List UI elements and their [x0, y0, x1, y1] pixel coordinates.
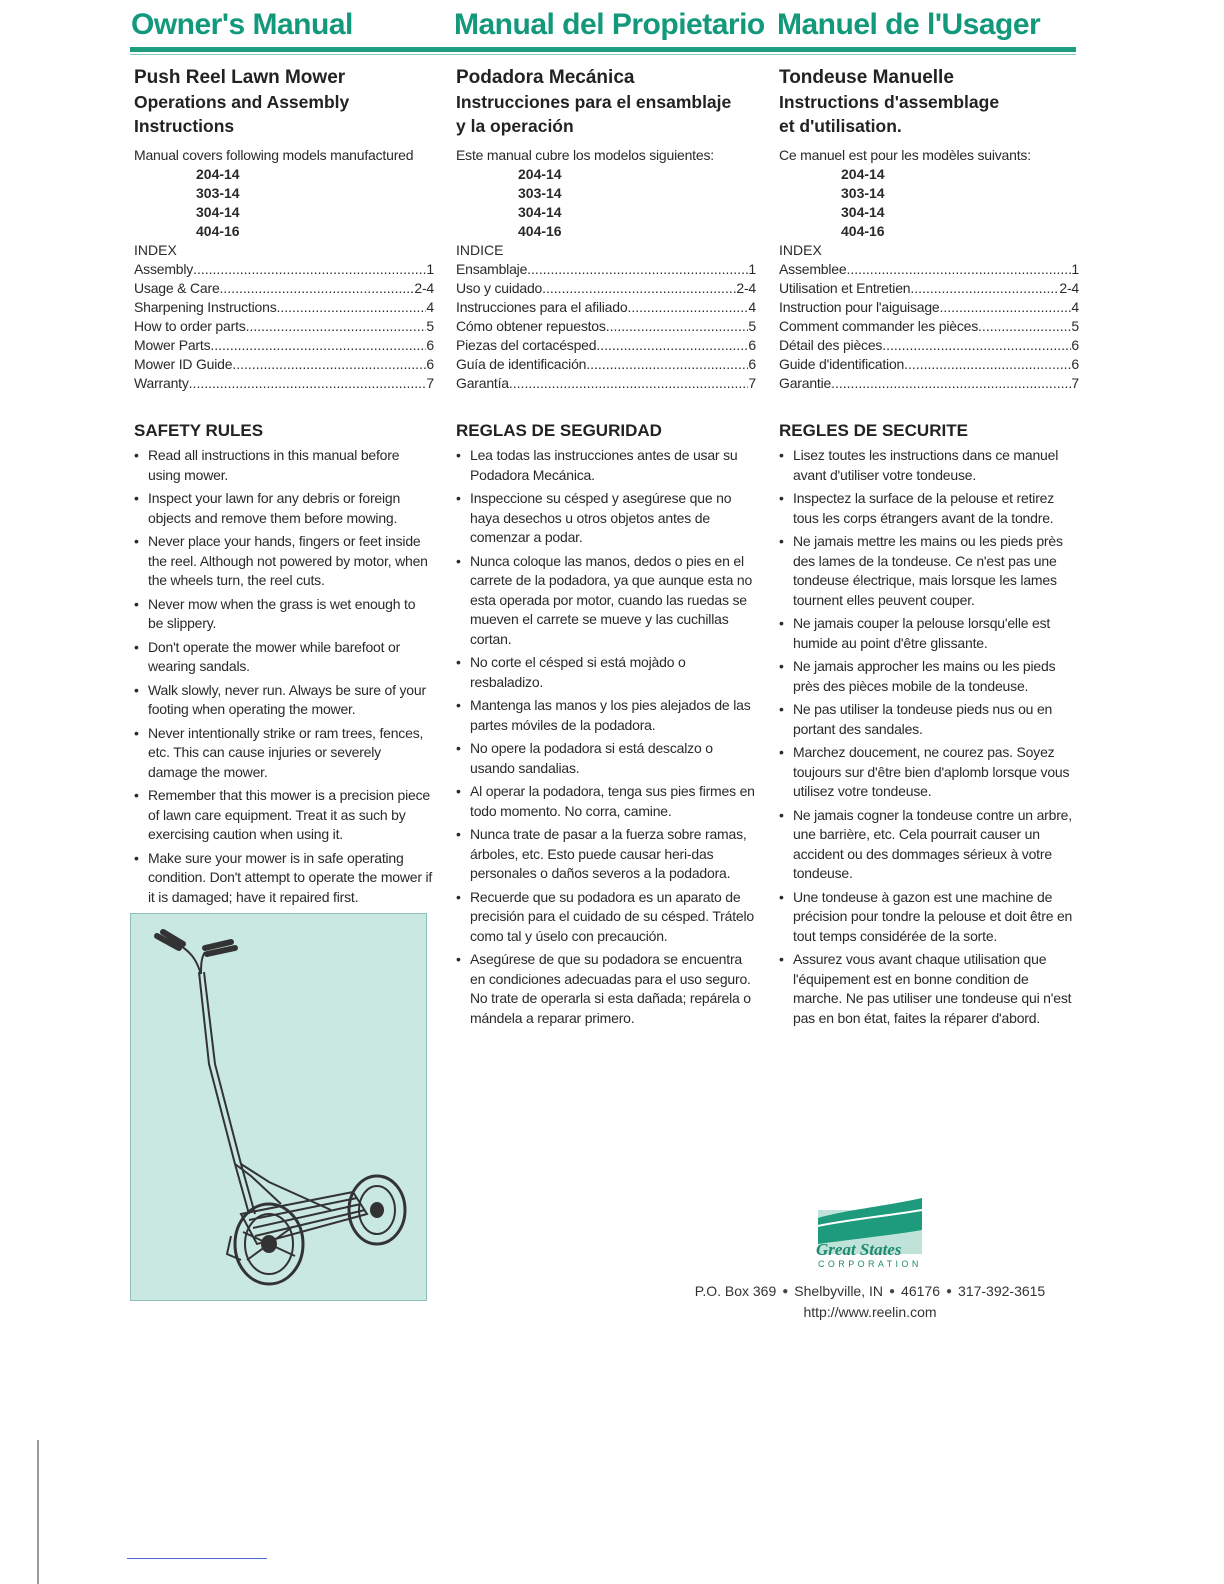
toc-page: 5	[1071, 318, 1079, 334]
safety-rules-list	[456, 446, 756, 1028]
toc-label: Guide d'identification	[779, 356, 905, 372]
scan-mark	[127, 1558, 267, 1559]
toc-leader-dots	[910, 279, 1059, 298]
model-list	[134, 165, 434, 241]
model-list	[456, 165, 756, 241]
toc-entry	[134, 336, 434, 355]
safety-rule: • Marchez doucement, ne courez pas. Soyez toujours sur d'être bien d'aplomb lorsque vous utilisez votre tondeuse.	[779, 743, 1079, 802]
model-number: 304-14	[196, 204, 240, 220]
safety-rule: • Never mow when the grass is wet enough to be slippery.	[134, 595, 434, 634]
bullet-separator: ●	[889, 1286, 896, 1297]
safety-rule: • Nunca coloque las manos, dedos o pies en el carrete de la podadora, ya que aunque esta no esta operada por motor, cuando las ruedas se mueven el carrete se mueve y las cuchillas cortan.	[456, 552, 756, 650]
toc-entry	[779, 374, 1079, 393]
logo-corporation: CORPORATION	[818, 1259, 922, 1269]
toc-label: Sharpening Instructions	[134, 299, 277, 315]
toc-leader-dots	[542, 279, 736, 298]
model-number: 304-14	[841, 204, 885, 220]
safety-rules-list	[779, 446, 1079, 1028]
company-address	[600, 1283, 1140, 1299]
model-number: 204-14	[518, 166, 562, 182]
manual-title	[456, 66, 756, 138]
title-line-2: Operations and Assembly	[134, 92, 350, 112]
header-rule-thin	[130, 54, 1076, 55]
safety-rules-list	[134, 446, 434, 907]
safety-heading: REGLAS DE SEGURIDAD	[456, 421, 662, 440]
toc-label: Piezas del cortacésped	[456, 337, 597, 353]
toc-page: 7	[426, 375, 434, 391]
toc-entry	[779, 298, 1079, 317]
toc-entry	[134, 317, 434, 336]
manual-title	[779, 66, 1079, 138]
title-line-3: y la operación	[456, 116, 574, 136]
toc-entry	[456, 298, 756, 317]
safety-rule: • Inspeccione su césped y asegúrese que no haya desechos u otros objetos antes de comenzar a podar.	[456, 489, 756, 548]
title-line-3: et d'utilisation.	[779, 116, 902, 136]
toc-label: Instrucciones para el afiliado	[456, 299, 628, 315]
header-title-spanish: Manual del Propietario	[454, 8, 765, 41]
safety-heading: REGLES DE SECURITE	[779, 421, 968, 440]
toc-label: Mower Parts	[134, 337, 211, 353]
toc-entry	[779, 279, 1079, 298]
safety-rule: • Une tondeuse à gazon est une machine de précision pour tondre la pelouse et doit être en tout temps considérée de la sorte.	[779, 888, 1079, 947]
safety-rule: • Never intentionally strike or ram trees, fences, etc. This can cause injuries or severely damage the mower.	[134, 724, 434, 783]
column-english	[134, 66, 434, 911]
toc-label: Guía de identificación	[456, 356, 587, 372]
model-list	[779, 165, 1079, 241]
toc-label: Warranty	[134, 375, 189, 391]
toc-entry	[779, 355, 1079, 374]
model-number: 404-16	[196, 223, 240, 239]
safety-rule: • No corte el césped si está mojàdo o resbaladizo.	[456, 653, 756, 692]
toc-label: Cómo obtener repuestos	[456, 318, 606, 334]
toc-leader-dots	[831, 374, 1071, 393]
toc-leader-dots	[193, 260, 426, 279]
toc-leader-dots	[904, 355, 1071, 374]
toc-leader-dots	[940, 298, 1072, 317]
models-cover-text: Ce manuel est pour les modèles suivants:	[779, 147, 1031, 163]
safety-rule: • Lea todas las instrucciones antes de usar su Podadora Mecánica.	[456, 446, 756, 485]
toc-page: 6	[748, 356, 756, 372]
toc-label: Assemblee	[779, 261, 847, 277]
models-cover-text: Manual covers following models manufactured	[134, 147, 414, 163]
models-cover-text: Este manual cubre los modelos siguientes:	[456, 147, 714, 163]
bullet-separator: ●	[945, 1286, 953, 1297]
scan-edge	[37, 1440, 39, 1584]
toc-leader-dots	[220, 279, 415, 298]
website-url: http://www.reelin.com	[803, 1304, 937, 1320]
toc-page: 5	[748, 318, 756, 334]
toc-page: 5	[426, 318, 434, 334]
lawn-mower-illustration	[130, 913, 427, 1301]
safety-rule: • Ne jamais cogner la tondeuse contre un arbre, une barrière, etc. Cela pourrait causer un accident ou des dommages sérieux à votre tondeuse.	[779, 806, 1079, 884]
toc-entry	[134, 298, 434, 317]
index-heading: INDEX	[779, 242, 822, 258]
toc-leader-dots	[882, 336, 1071, 355]
city: Shelbyville, IN	[794, 1283, 883, 1299]
toc-entry	[456, 355, 756, 374]
safety-rule: • Read all instructions in this manual before using mower.	[134, 446, 434, 485]
toc-entry	[134, 279, 434, 298]
table-of-contents	[456, 260, 756, 393]
toc-page: 6	[1071, 337, 1079, 353]
model-number: 404-16	[841, 223, 885, 239]
toc-label: Détail des pièces	[779, 337, 883, 353]
toc-page: 6	[1071, 356, 1079, 372]
safety-rule: • No opere la podadora si está descalzo o usando sandalias.	[456, 739, 756, 778]
safety-rule: • Recuerde que su podadora es un aparato de precisión para el cuidado de su césped. Trátelo como tal y úselo con precaución.	[456, 888, 756, 947]
toc-entry	[456, 279, 756, 298]
toc-entry	[134, 374, 434, 393]
toc-label: Utilisation et Entretien	[779, 280, 911, 296]
po-box: P.O. Box 369	[694, 1283, 777, 1299]
toc-label: Instruction pour l'aiguisage	[779, 299, 940, 315]
toc-entry	[456, 374, 756, 393]
logo-name: Great States	[816, 1240, 902, 1259]
toc-leader-dots	[596, 336, 748, 355]
column-spanish	[456, 66, 756, 1032]
title-line-3: Instructions	[134, 116, 235, 136]
header-title-french: Manuel de l'Usager	[777, 8, 1041, 41]
title-line-2: Instrucciones para el ensamblaje	[456, 92, 732, 112]
toc-leader-dots	[277, 298, 427, 317]
toc-entry	[134, 260, 434, 279]
safety-rule: • Mantenga las manos y los pies alejados de las partes móviles de la podadora.	[456, 696, 756, 735]
toc-page: 2-4	[736, 280, 756, 296]
safety-heading: SAFETY RULES	[134, 421, 264, 440]
header-title-english: Owner's Manual	[131, 8, 353, 41]
toc-label: Assembly	[134, 261, 194, 277]
toc-entry	[456, 260, 756, 279]
safety-rule: • Make sure your mower is in safe operating condition. Don't attempt to operate the mower if it is damaged; have it repaired first.	[134, 849, 434, 908]
toc-entry	[134, 355, 434, 374]
model-number: 204-14	[196, 166, 240, 182]
toc-page: 7	[1071, 375, 1079, 391]
toc-leader-dots	[978, 317, 1071, 336]
model-number: 303-14	[518, 185, 562, 201]
safety-rule: • Lisez toutes les instructions dans ce manuel avant d'utiliser votre tondeuse.	[779, 446, 1079, 485]
model-number: 303-14	[841, 185, 885, 201]
safety-rule: • Inspect your lawn for any debris or foreign objects and remove them before mowing.	[134, 489, 434, 528]
title-line-2: Instructions d'assemblage	[779, 92, 1000, 112]
toc-entry	[456, 336, 756, 355]
model-number: 204-14	[841, 166, 885, 182]
safety-rule: • Ne pas utiliser la tondeuse pieds nus ou en portant des sandales.	[779, 700, 1079, 739]
toc-page: 6	[748, 337, 756, 353]
toc-page: 4	[748, 299, 756, 315]
toc-leader-dots	[527, 260, 748, 279]
bullet-separator: ●	[782, 1286, 789, 1297]
toc-leader-dots	[627, 298, 748, 317]
safety-rule: • Inspectez la surface de la pelouse et retirez tous les corps étrangers avant de la tondre.	[779, 489, 1079, 528]
toc-entry	[779, 260, 1079, 279]
column-french	[779, 66, 1079, 1032]
table-of-contents	[779, 260, 1079, 393]
safety-rule: • Ne jamais mettre les mains ou les pieds près des lames de la tondeuse. Ce n'est pas une tondeuse électrique, mais lorsque les lames tournent elles peuvent couper.	[779, 532, 1079, 610]
toc-leader-dots	[846, 260, 1071, 279]
safety-rule: • Ne jamais couper la pelouse lorsqu'elle est humide au point d'être glissante.	[779, 614, 1079, 653]
toc-leader-dots	[210, 336, 426, 355]
zip-code: 46176	[901, 1283, 940, 1299]
title-line-1: Push Reel Lawn Mower	[134, 67, 346, 88]
toc-label: Ensamblaje	[456, 261, 528, 277]
toc-page: 1	[1071, 261, 1079, 277]
index-heading: INDICE	[456, 242, 504, 258]
toc-page: 7	[748, 375, 756, 391]
toc-entry	[779, 336, 1079, 355]
safety-rule: • Nunca trate de pasar a la fuerza sobre ramas, árboles, etc. Esto puede causar heri-das personales o daños severos a la podadora.	[456, 825, 756, 884]
toc-page: 6	[426, 337, 434, 353]
safety-rule: • Don't operate the mower while barefoot or wearing sandals.	[134, 638, 434, 677]
lawn-mower-drawing	[131, 914, 426, 1300]
safety-rule: • Ne jamais approcher les mains ou les pieds près des pièces mobile de la tondeuse.	[779, 657, 1079, 696]
toc-label: Mower ID Guide	[134, 356, 233, 372]
toc-page: 4	[1071, 299, 1079, 315]
toc-leader-dots	[189, 374, 427, 393]
toc-leader-dots	[606, 317, 749, 336]
toc-leader-dots	[586, 355, 748, 374]
title-line-1: Podadora Mecánica	[456, 67, 635, 88]
toc-entry	[456, 317, 756, 336]
toc-label: Comment commander les pièces	[779, 318, 979, 334]
model-number: 303-14	[196, 185, 240, 201]
model-number: 404-16	[518, 223, 562, 239]
toc-label: How to order parts	[134, 318, 246, 334]
toc-page: 1	[426, 261, 434, 277]
model-number: 304-14	[518, 204, 562, 220]
safety-rule: • Walk slowly, never run. Always be sure of your footing when operating the mower.	[134, 681, 434, 720]
table-of-contents	[134, 260, 434, 393]
phone-number: 317-392-3615	[958, 1283, 1046, 1299]
safety-rule: • Al operar la podadora, tenga sus pies firmes en todo momento. No corra, camine.	[456, 782, 756, 821]
toc-page: 2-4	[414, 280, 434, 296]
toc-label: Uso y cuidado	[456, 280, 543, 296]
toc-page: 4	[426, 299, 434, 315]
safety-rule: • Remember that this mower is a precision piece of lawn care equipment. Treat it as such by exercising caution when using it.	[134, 786, 434, 845]
title-line-1: Tondeuse Manuelle	[779, 67, 954, 88]
header-rule	[130, 47, 1076, 52]
toc-page: 2-4	[1059, 280, 1079, 296]
safety-rule: • Never place your hands, fingers or feet inside the reel. Although not powered by motor, when the wheels turn, the reel cuts.	[134, 532, 434, 591]
toc-label: Garantía	[456, 375, 509, 391]
toc-leader-dots	[246, 317, 427, 336]
safety-rule: • Assurez vous avant chaque utilisation que l'équipement est en bonne condition de marche. Ne pas utiliser une tondeuse qui n'est pas en bon état, faites la réparer d'abord.	[779, 950, 1079, 1028]
toc-page: 1	[748, 261, 756, 277]
manual-title	[134, 66, 434, 138]
index-heading: INDEX	[134, 242, 177, 258]
toc-entry	[779, 317, 1079, 336]
toc-leader-dots	[509, 374, 749, 393]
toc-page: 6	[426, 356, 434, 372]
toc-label: Usage & Care	[134, 280, 220, 296]
toc-label: Garantie	[779, 375, 832, 391]
toc-leader-dots	[232, 355, 426, 374]
safety-rule: • Asegúrese de que su podadora se encuentra en condiciones adecuadas para el uso seguro. No trate de operarla si esta dañada; repárela o mándela a reparar primero.	[456, 950, 756, 1028]
